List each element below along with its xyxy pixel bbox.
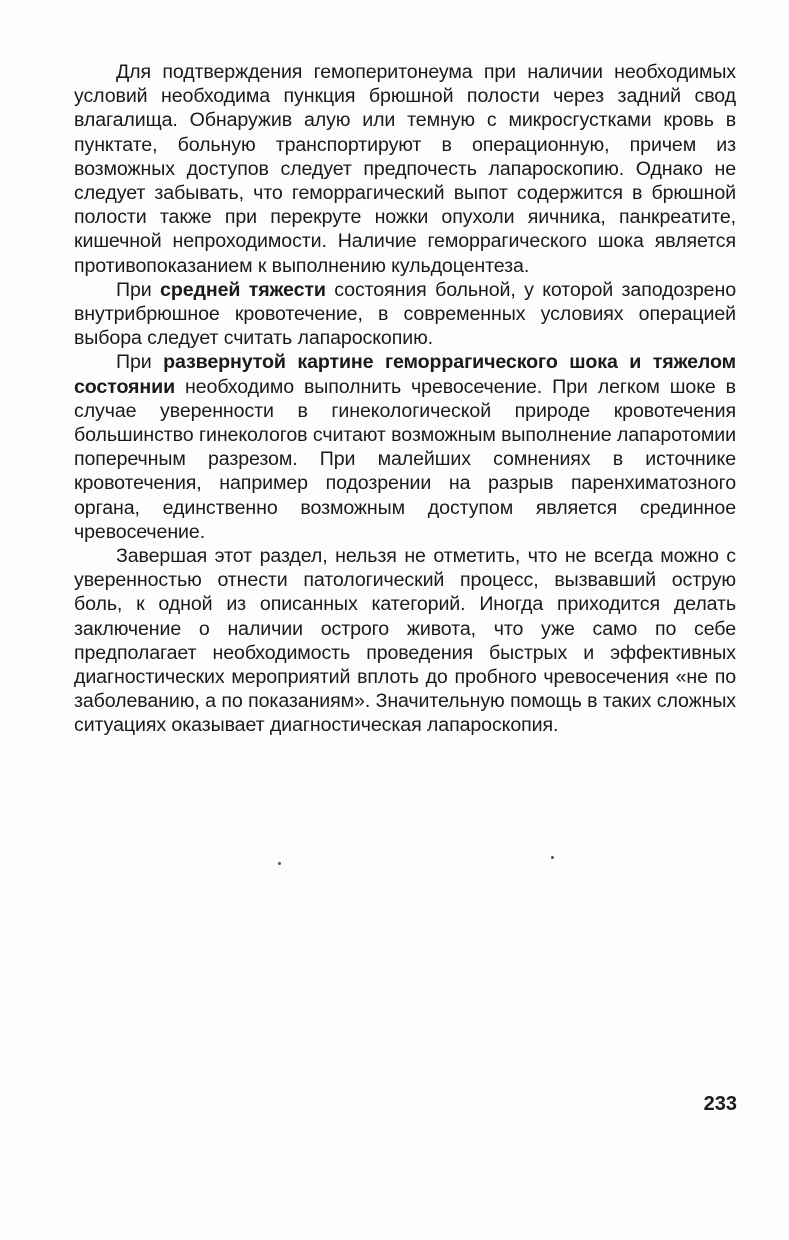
paragraph-1 [74, 60, 736, 278]
paragraph-4-text: Завершая этот раздел, нельзя не отметить, что не всегда можно с уверенностью отнести патологический процесс, вызвавший острую боль, к одной из описанных категорий. Иногда приходится делать заключение о наличии острого живота, что уже само по себе предполагает необходимость проведения быстрых и эффективных диагностических мероприятий вплоть до пробного чревосечения «не по заболеванию, а по показаниям». Значительную помощь в таких сложных ситуациях оказывает диагностическая лапароскопия. [74, 545, 736, 737]
paragraph-1-text: Для подтверждения гемоперитонеума при наличии необходимых условий необходима пункция брюшной полости через задний свод влагалища. Обнаружив алую или темную с микросгустками кровь в пунктате, больную транспортируют в операционную, причем из возможных доступов следует предпочесть лапароскопию. Однако не следует забывать, что геморрагический выпот содержится в брюшной полости также при перекруте ножки опухоли яичника, панкреатите, кишечной непроходимости. Наличие геморрагического шока является противопоказанием к выполнению кульдоцентеза. [74, 61, 736, 277]
page-number: 233 [703, 1093, 737, 1115]
scan-speck [278, 862, 281, 865]
paragraph-3-emphasis: развернутой картине геморрагического шока и тяжелом состоянии [74, 351, 736, 398]
paragraph-2-emphasis: средней тяжести [160, 278, 326, 301]
paragraph-3-text-lead: При [116, 351, 164, 374]
paragraph-3-text-rest: необходимо выполнить чревосечение. При легком шоке в случае уверенности в гинекологической природе кровотечения большинство гинекологов считают возможным выполнение лапаротомии поперечным разрезом. При малейших сомнениях в источнике кровотечения, например подозрении на разрыв паренхиматозного органа, единственно возможным доступом является срединное чревосечение. [74, 375, 736, 543]
paragraph-2-text-lead: При [116, 278, 161, 301]
body-text [74, 60, 736, 738]
paragraph-3 [74, 350, 736, 544]
paragraph-2-text-rest: состояния больной, у которой заподозрено внутрибрюшное кровотечение, в современных условиях операцией выбора следует считать лапароскопию. [74, 278, 736, 350]
paragraph-4 [74, 544, 736, 738]
scan-speck [551, 856, 554, 859]
paragraph-2 [74, 278, 736, 351]
